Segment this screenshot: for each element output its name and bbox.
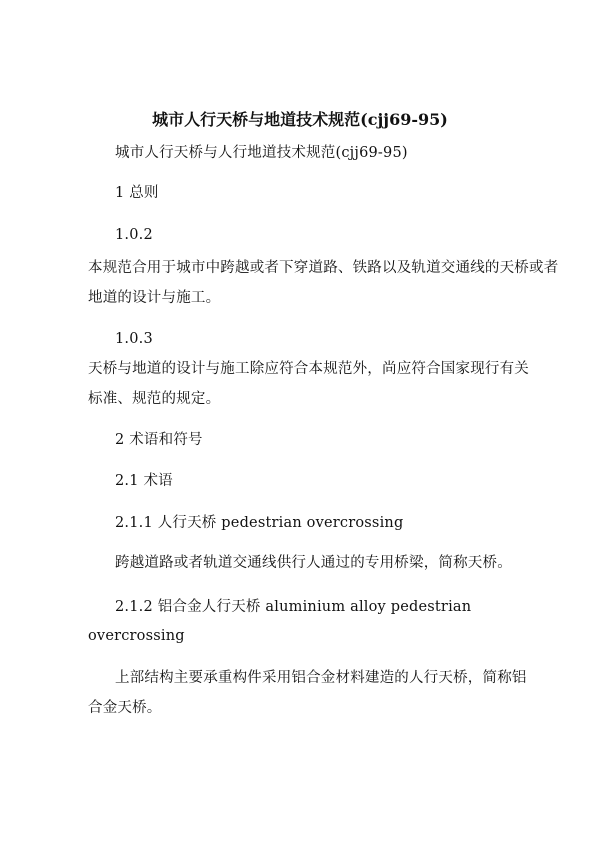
paragraph-line: 合金天桥。 (88, 700, 162, 716)
clause-number-1-0-3: 1.0.3 (115, 331, 153, 347)
section-heading-general: 1 总则 (115, 185, 159, 201)
term-heading-continuation: overcrossing (88, 628, 185, 644)
paragraph-line: 天桥与地道的设计与施工除应符合本规范外，尚应符合国家现行有关 (88, 361, 529, 377)
section-heading-terms-symbols: 2 术语和符号 (115, 432, 203, 448)
paragraph-line: 标准、规范的规定。 (88, 391, 221, 407)
document-title: 城市人行天桥与地道技术规范(cjj69-95) (152, 110, 448, 129)
subtitle-line: 城市人行天桥与人行地道技术规范(cjj69-95) (115, 145, 408, 161)
paragraph-line: 地道的设计与施工。 (88, 290, 221, 306)
subsection-heading-terms: 2.1 术语 (115, 473, 173, 489)
paragraph-line: 本规范合用于城市中跨越或者下穿道路、铁路以及轨道交通线的天桥或者 (88, 260, 559, 276)
paragraph-line: 上部结构主要承重构件采用铝合金材料建造的人行天桥，简称铝 (115, 670, 527, 686)
clause-number-1-0-2: 1.0.2 (115, 227, 153, 243)
paragraph-line: 跨越道路或者轨道交通线供行人通过的专用桥梁，简称天桥。 (115, 555, 512, 571)
term-heading-aluminium-overcrossing: 2.1.2 铝合金人行天桥 aluminium alloy pedestrian (115, 599, 472, 615)
term-heading-pedestrian-overcrossing: 2.1.1 人行天桥 pedestrian overcrossing (115, 515, 404, 531)
